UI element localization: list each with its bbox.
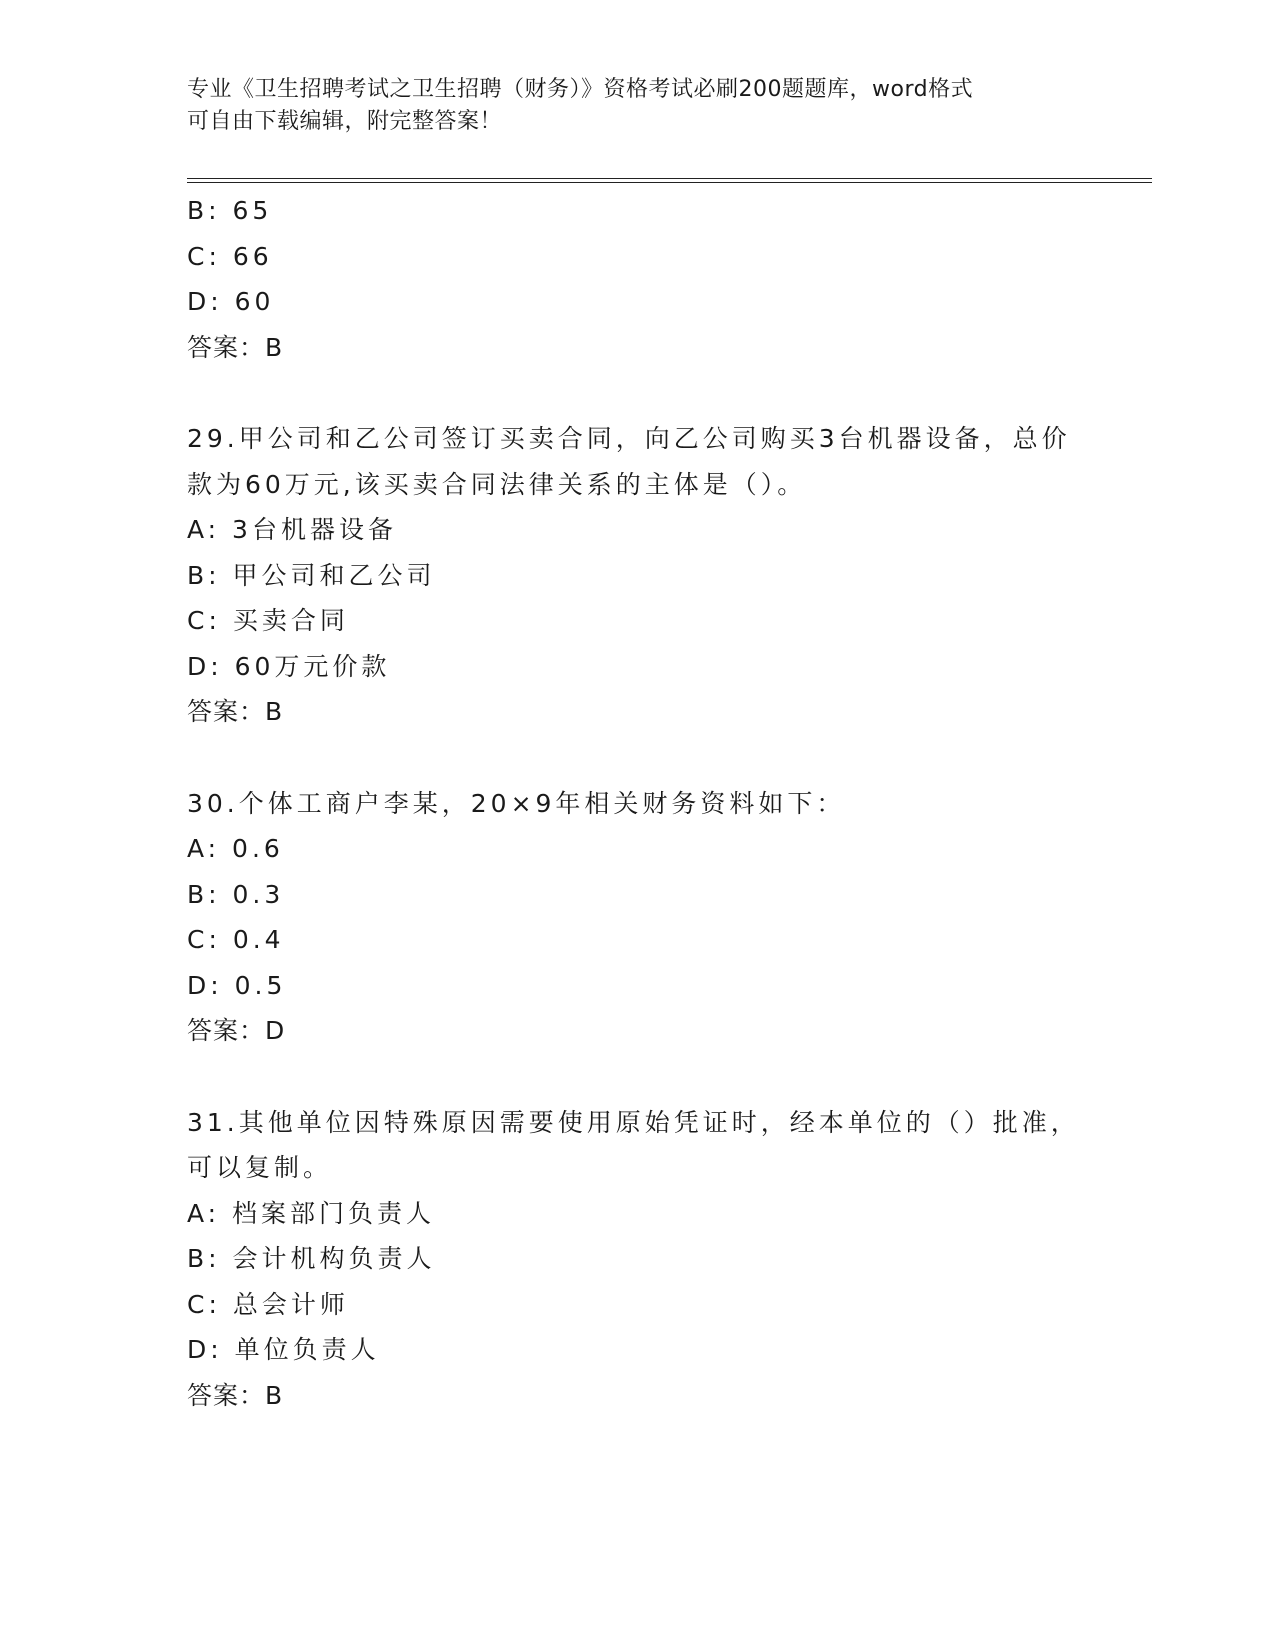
option-d: D: 单位负责人 [187, 1335, 380, 1364]
header-title-line-1: 专业《卫生招聘考试之卫生招聘（财务）》资格考试必刷200题题库，word格式 [187, 77, 974, 102]
question-31 [187, 1100, 1087, 1419]
answer-line: 答案：B [187, 332, 284, 362]
question-28-continued [187, 188, 1087, 370]
option-c: C: 买卖合同 [187, 606, 349, 635]
question-stem-line-2: 可以复制。 [187, 1153, 333, 1182]
spacer [187, 1054, 1087, 1100]
header-title-line-2: 可自由下载编辑，附完整答案！ [187, 109, 503, 134]
answer-line: 答案：D [187, 1016, 286, 1045]
header-divider [187, 178, 1152, 183]
option-a: A: 0.6 [187, 834, 284, 863]
option-d: D: 60万元价款 [187, 651, 391, 681]
option-c: C: 0.4 [187, 925, 285, 954]
option-d: D: 0.5 [187, 970, 287, 1000]
option-a: A: 3台机器设备 [187, 515, 397, 544]
question-stem-line-1: 30.个体工商户李某，20×9年相关财务资料如下： [187, 788, 846, 818]
question-stem-line-1: 29.甲公司和乙公司签订买卖合同，向乙公司购买3台机器设备，总价 [187, 424, 1071, 453]
answer-line: 答案：B [187, 697, 284, 726]
question-30 [187, 781, 1087, 1054]
spacer [187, 735, 1087, 781]
option-c: C: 总会计师 [187, 1289, 349, 1319]
question-list [187, 188, 1087, 1418]
option-b: B: 65 [187, 196, 273, 225]
question-29 [187, 416, 1087, 735]
question-stem-line-1: 31.其他单位因特殊原因需要使用原始凭证时，经本单位的（）批准， [187, 1107, 1080, 1137]
spacer [187, 370, 1087, 416]
option-b: B: 会计机构负责人 [187, 1244, 436, 1273]
option-c: C: 66 [187, 241, 273, 271]
question-stem-line-2: 款为60万元,该买卖合同法律关系的主体是（）。 [187, 469, 807, 499]
option-b: B: 甲公司和乙公司 [187, 560, 436, 590]
option-d: D: 60 [187, 287, 275, 316]
answer-line: 答案：B [187, 1380, 284, 1410]
option-a: A: 档案部门负责人 [187, 1198, 436, 1228]
option-b: B: 0.3 [187, 879, 285, 909]
document-header [187, 74, 1067, 138]
